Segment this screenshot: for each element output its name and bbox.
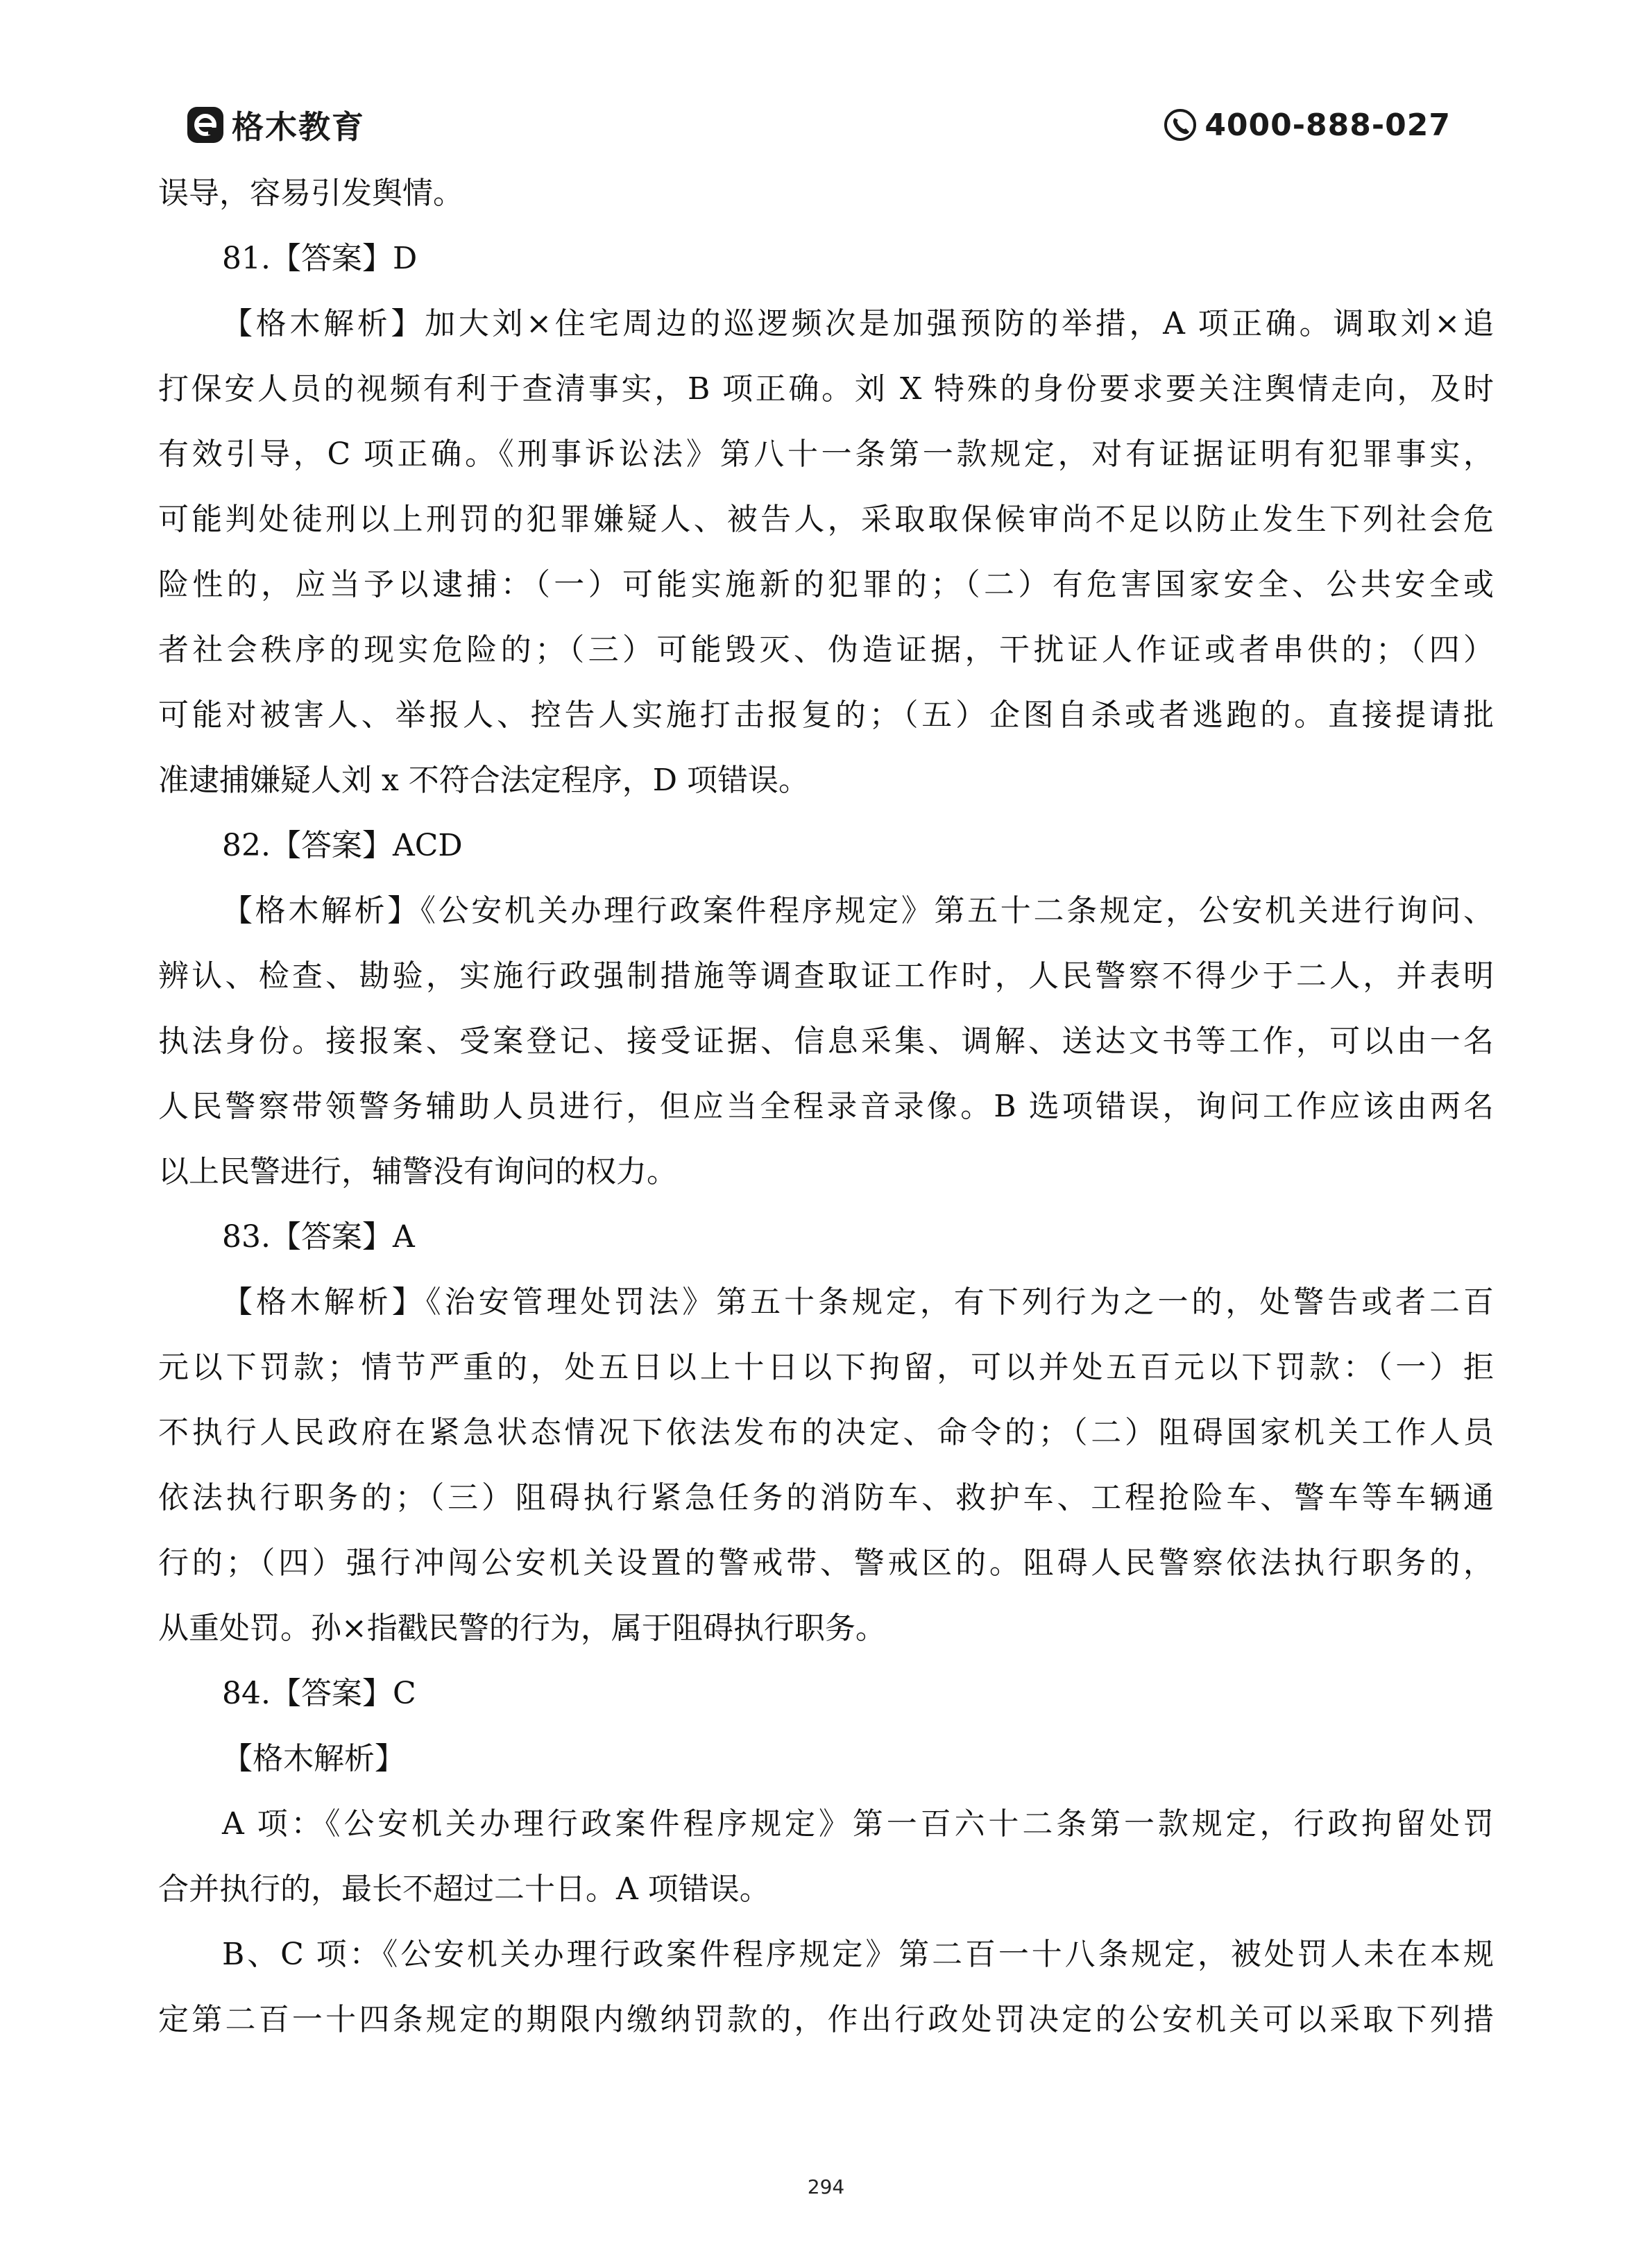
text-line: 不执行人民政府在紧急状态情况下依法发布的决定、命令的；（二）阻碍国家机关工作人员: [158, 1415, 1494, 1450]
text-line: 81.【答案】D: [222, 241, 418, 276]
text-line: 辨认、检查、勘验，实施行政强制措施等调查取证工作时，人民警察不得少于二人，并表明: [158, 958, 1494, 994]
text-line: 以上民警进行，辅警没有询问的权力。: [158, 1154, 677, 1189]
text-line: 者社会秩序的现实危险的；（三）可能毁灭、伪造证据，干扰证人作证或者串供的；（四）: [158, 632, 1494, 668]
brand-logo: [187, 104, 365, 146]
text-line: 可能判处徒刑以上刑罚的犯罪嫌疑人、被告人，采取取保候审尚不足以防止发生下列社会危: [158, 502, 1494, 537]
text-line: 【格木解析】: [222, 1741, 405, 1776]
text-line: 行的；（四）强行冲闯公安机关设置的警戒带、警戒区的。阻碍人民警察依法执行职务的，: [158, 1545, 1494, 1581]
text-line: 误导，容易引发舆情。: [158, 176, 463, 211]
text-line: B、C 项：《公安机关办理行政案件程序规定》第二百一十八条规定，被处罚人未在本规: [222, 1937, 1494, 1972]
text-line: 【格木解析】《公安机关办理行政案件程序规定》第五十二条规定，公安机关进行询问、: [222, 893, 1494, 928]
text-line: 打保安人员的视频有利于查清事实，B 项正确。刘 X 特殊的身份要求要关注舆情走向，及时: [158, 371, 1494, 407]
text-line: 83.【答案】A: [222, 1219, 415, 1255]
phone-contact: [1163, 104, 1451, 146]
phone-icon: [1163, 108, 1198, 142]
brand-logo-icon: [187, 107, 223, 143]
text-line: 82.【答案】ACD: [222, 828, 463, 863]
page-number: 294: [807, 2175, 845, 2198]
text-line: 【格木解析】《治安管理处罚法》第五十条规定，有下列行为之一的，处警告或者二百: [222, 1284, 1494, 1320]
phone-number: 4000-888-027: [1204, 107, 1451, 143]
text-line: A 项：《公安机关办理行政案件程序规定》第一百六十二条第一款规定，行政拘留处罚: [222, 1806, 1494, 1842]
text-line: 从重处罚。孙×指戳民警的行为，属于阻碍执行职务。: [158, 1611, 886, 1646]
text-line: 【格木解析】加大刘×住宅周边的巡逻频次是加强预防的举措，A 项正确。调取刘×追: [222, 306, 1494, 341]
brand-name: 格木教育: [232, 108, 365, 146]
text-line: 84.【答案】C: [222, 1676, 416, 1711]
text-line: 依法执行职务的；（三）阻碍执行紧急任务的消防车、救护车、工程抢险车、警车等车辆通: [158, 1480, 1494, 1515]
text-line: 可能对被害人、举报人、控告人实施打击报复的；（五）企图自杀或者逃跑的。直接提请批: [158, 697, 1494, 733]
document-body: [158, 161, 1494, 2053]
text-line: 元以下罚款；情节严重的，处五日以上十日以下拘留，可以并处五百元以下罚款：（一）拒: [158, 1350, 1494, 1385]
text-line: 定第二百一十四条规定的期限内缴纳罚款的，作出行政处罚决定的公安机关可以采取下列措: [158, 2002, 1494, 2037]
page-header: [0, 0, 1652, 160]
text-line: 合并执行的，最长不超过二十日。A 项错误。: [158, 1871, 770, 1907]
text-line: 险性的，应当予以逮捕：（一）可能实施新的犯罪的；（二）有危害国家安全、公共安全或: [158, 567, 1494, 602]
text-line: 执法身份。接报案、受案登记、接受证据、信息采集、调解、送达文书等工作，可以由一名: [158, 1024, 1494, 1059]
text-line: 准逮捕嫌疑人刘 x 不符合法定程序，D 项错误。: [158, 763, 810, 798]
text-line: 有效引导，C 项正确。《刑事诉讼法》第八十一条第一款规定，对有证据证明有犯罪事实，: [158, 436, 1494, 472]
text-line: 人民警察带领警务辅助人员进行，但应当全程录音录像。B 选项错误，询问工作应该由两名: [158, 1089, 1494, 1124]
